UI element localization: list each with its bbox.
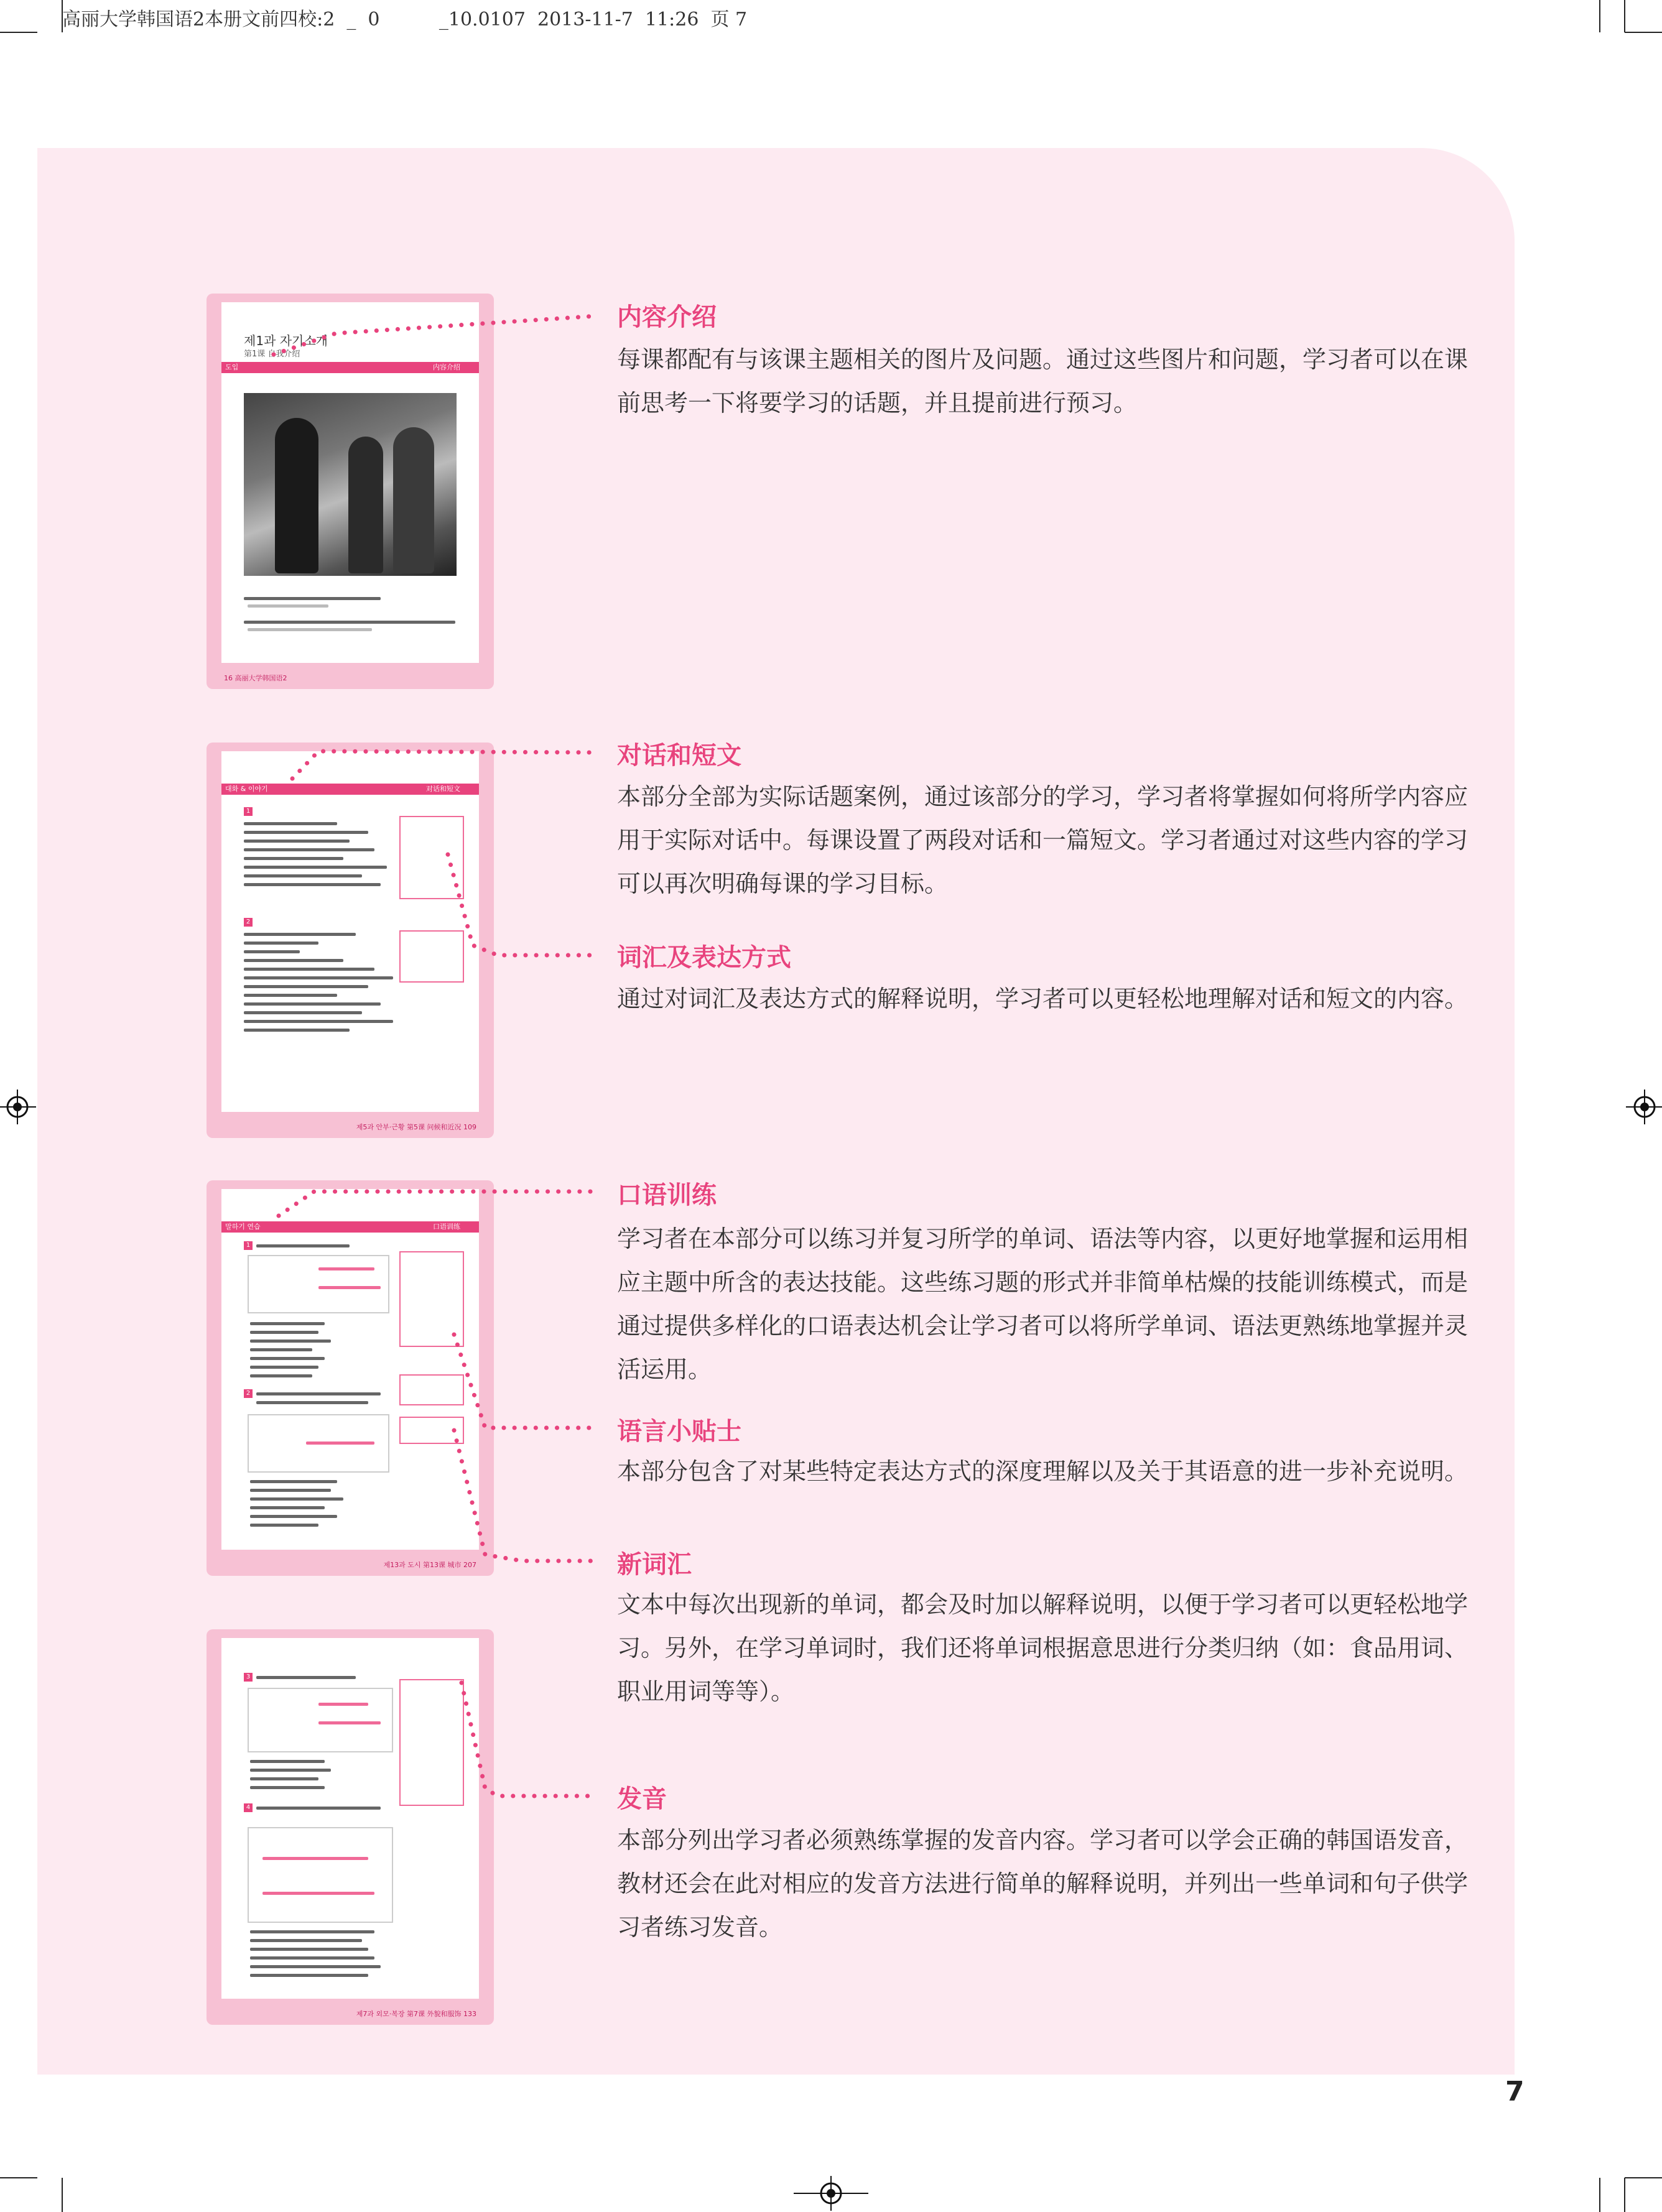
exercise-number: 4 [244,1803,253,1812]
section-title-language-tips: 语言小贴士 [617,1417,741,1446]
bar-right-label: 对话和短文 [426,785,460,793]
bar-right-label: 内容介绍 [433,363,460,371]
section-body-new-words: 文本中每次出现新的单词，都会及时加以解释说明，以便于学习者可以更轻松地学习。另外，在学习单词时，我们还将单词根据意思进行分类归纳（如：食品用词、职业用词等等）。 [617,1591,1469,1705]
registration-mark-icon [0,1088,37,1126]
section-title-new-words: 新词汇 [617,1550,692,1579]
lesson-subtitle: 第1课 自我介绍 [244,349,300,359]
thumbnail-footer: 제13과 도시 第13课 城市 207 [383,1561,476,1569]
thumbnail-footer: 제7과 외모·복장 第7课 外貌和服饰 133 [356,2010,476,2018]
section-title-vocabulary: 词汇及表达方式 [617,943,791,972]
exercise-number: 3 [244,1673,253,1682]
section-body-pronunciation: 本部分列出学习者必须熟练掌握的发音内容。学习者可以学会正确的韩国语发音，教材还会在此对相应的发音方法进行简单的解释说明，并列出一些单词和句子供学习者练习发音。 [617,1826,1469,1941]
section-body-content-intro: 每课都配有与该课主题相关的图片及问题。通过这些图片和问题，学习者可以在课前思考一下将要学习的话题，并且提前进行预习。 [617,346,1469,417]
thumbnail-footer: 제5과 안부·근황 第5课 问候和近况 109 [356,1123,476,1131]
bar-left-label: 말하기 연습 [225,1223,261,1231]
section-title-pronunciation: 发音 [617,1785,667,1813]
bar-left-label: 대화 & 이야기 [225,785,268,793]
print-header: 高丽大学韩国语2本册文前四校:2 _ 0 _10.0107 2013-11-7 11:26 页 7 [62,9,748,30]
bar-right-label: 口语训练 [433,1223,460,1231]
section-title-content-intro: 内容介绍 [617,303,717,331]
section-body-dialogue: 本部分全部为实际话题案例，通过该部分的学习，学习者将掌握如何将所学内容应用于实际对话中。每课设置了两段对话和一篇短文。学习者通过对这些内容的学习可以再次明确每课的学习目标。 [617,783,1469,897]
lesson-title: 제1과 자기소개 [244,333,328,348]
exercise-number: 2 [244,1389,253,1398]
section-body-vocabulary: 通过对词汇及表达方式的解释说明，学习者可以更轻松地理解对话和短文的内容。 [617,985,1469,1012]
section-body-speaking: 学习者在本部分可以练习并复习所学的单词、语法等内容，以更好地掌握和运用相应主题中所含的表达技能。这些练习题的形式并非简单枯燥的技能训练模式，而是通过提供多样化的口语表达机会让学习者可以将所学单词、语法更熟练地掌握并灵活运用。 [617,1225,1469,1383]
section-title-dialogue: 对话和短文 [617,741,741,770]
registration-mark-icon [1625,1088,1662,1126]
dialogue-number: 2 [244,918,253,927]
dialogue-number: 1 [244,807,253,816]
section-body-language-tips: 本部分包含了对某些特定表达方式的深度理解以及关于其语意的进一步补充说明。 [617,1458,1469,1485]
page-number: 7 [1505,2076,1525,2108]
section-title-speaking: 口语训练 [617,1181,717,1210]
crop-marks [0,2164,1662,2212]
thumbnail-footer: 16 高丽大学韩国语2 [224,674,287,682]
bar-left-label: 도입 [225,363,239,371]
exercise-number: 1 [244,1241,253,1250]
